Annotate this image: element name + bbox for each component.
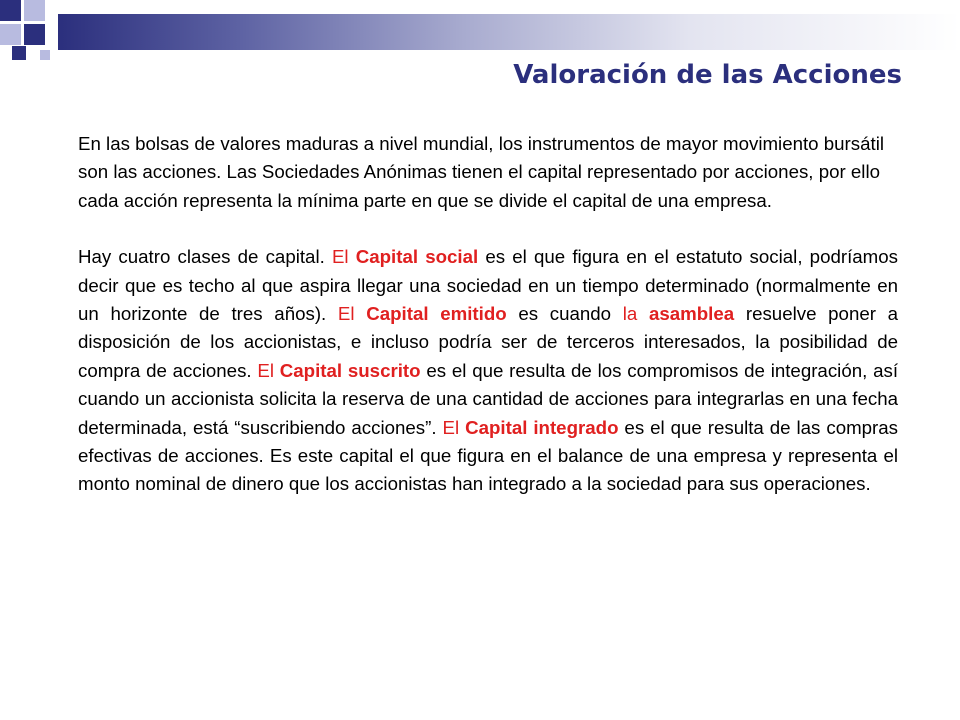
text-segment-highlight: El [337, 303, 367, 325]
slide-title: Valoración de las Acciones [513, 60, 902, 90]
text-segment-highlight: la [622, 303, 649, 325]
text-segment-highlight: El [331, 246, 356, 268]
text-segment: es el que resulta de las compras efectivas de acciones. Es este capital el que figura en el balance de una empresa y representa el monto nominal de dinero que los accionistas han integrado a la sociedad para sus operaciones. [78, 416, 899, 495]
slide-body [78, 130, 898, 499]
text-segment: Hay cuatro clases de capital. [78, 246, 332, 268]
decorative-square [24, 0, 45, 21]
text-segment: es cuando [506, 303, 623, 325]
paragraph-intro: En las bolsas de valores maduras a nivel mundial, los instrumentos de mayor movimiento bursátil son las acciones. Las Sociedades Anónimas tienen el capital representado por acciones, por ello cada acción representa la mínima parte en que se divide el capital de una empresa. [78, 133, 885, 211]
term-capital-integrado: Capital integrado [465, 416, 619, 438]
text-segment: es el que resulta de los compromisos de integración, así cuando un accionista solicita la reserva de una cantidad de acciones para integrarlas en una fecha determinada, está “suscribiendo acciones”. [78, 359, 899, 438]
text-segment-highlight: El [442, 416, 466, 438]
text-segment: es el que figura en el estatuto social, podríamos decir que es techo al que aspira llegar una sociedad en un tiempo determinado (normalmente en un horizonte de tres años). [78, 246, 898, 325]
decorative-square [40, 50, 50, 60]
decorative-square [0, 24, 21, 45]
text-segment-highlight: El [257, 359, 280, 381]
decorative-square [0, 0, 21, 21]
header-gradient-bar [58, 14, 960, 50]
paragraph-capital-types [78, 243, 898, 499]
term-capital-suscrito: Capital suscrito [279, 359, 421, 381]
term-capital-social: Capital social [355, 246, 479, 268]
text-segment: resuelve poner a disposición de los accionistas, e incluso podría ser de terceros interesados, la posibilidad de compra de acciones. [78, 303, 899, 381]
term-capital-emitido: Capital emitido [366, 303, 507, 325]
decorative-square [12, 46, 26, 60]
term-asamblea: asamblea [648, 303, 735, 325]
decorative-square [24, 24, 45, 45]
